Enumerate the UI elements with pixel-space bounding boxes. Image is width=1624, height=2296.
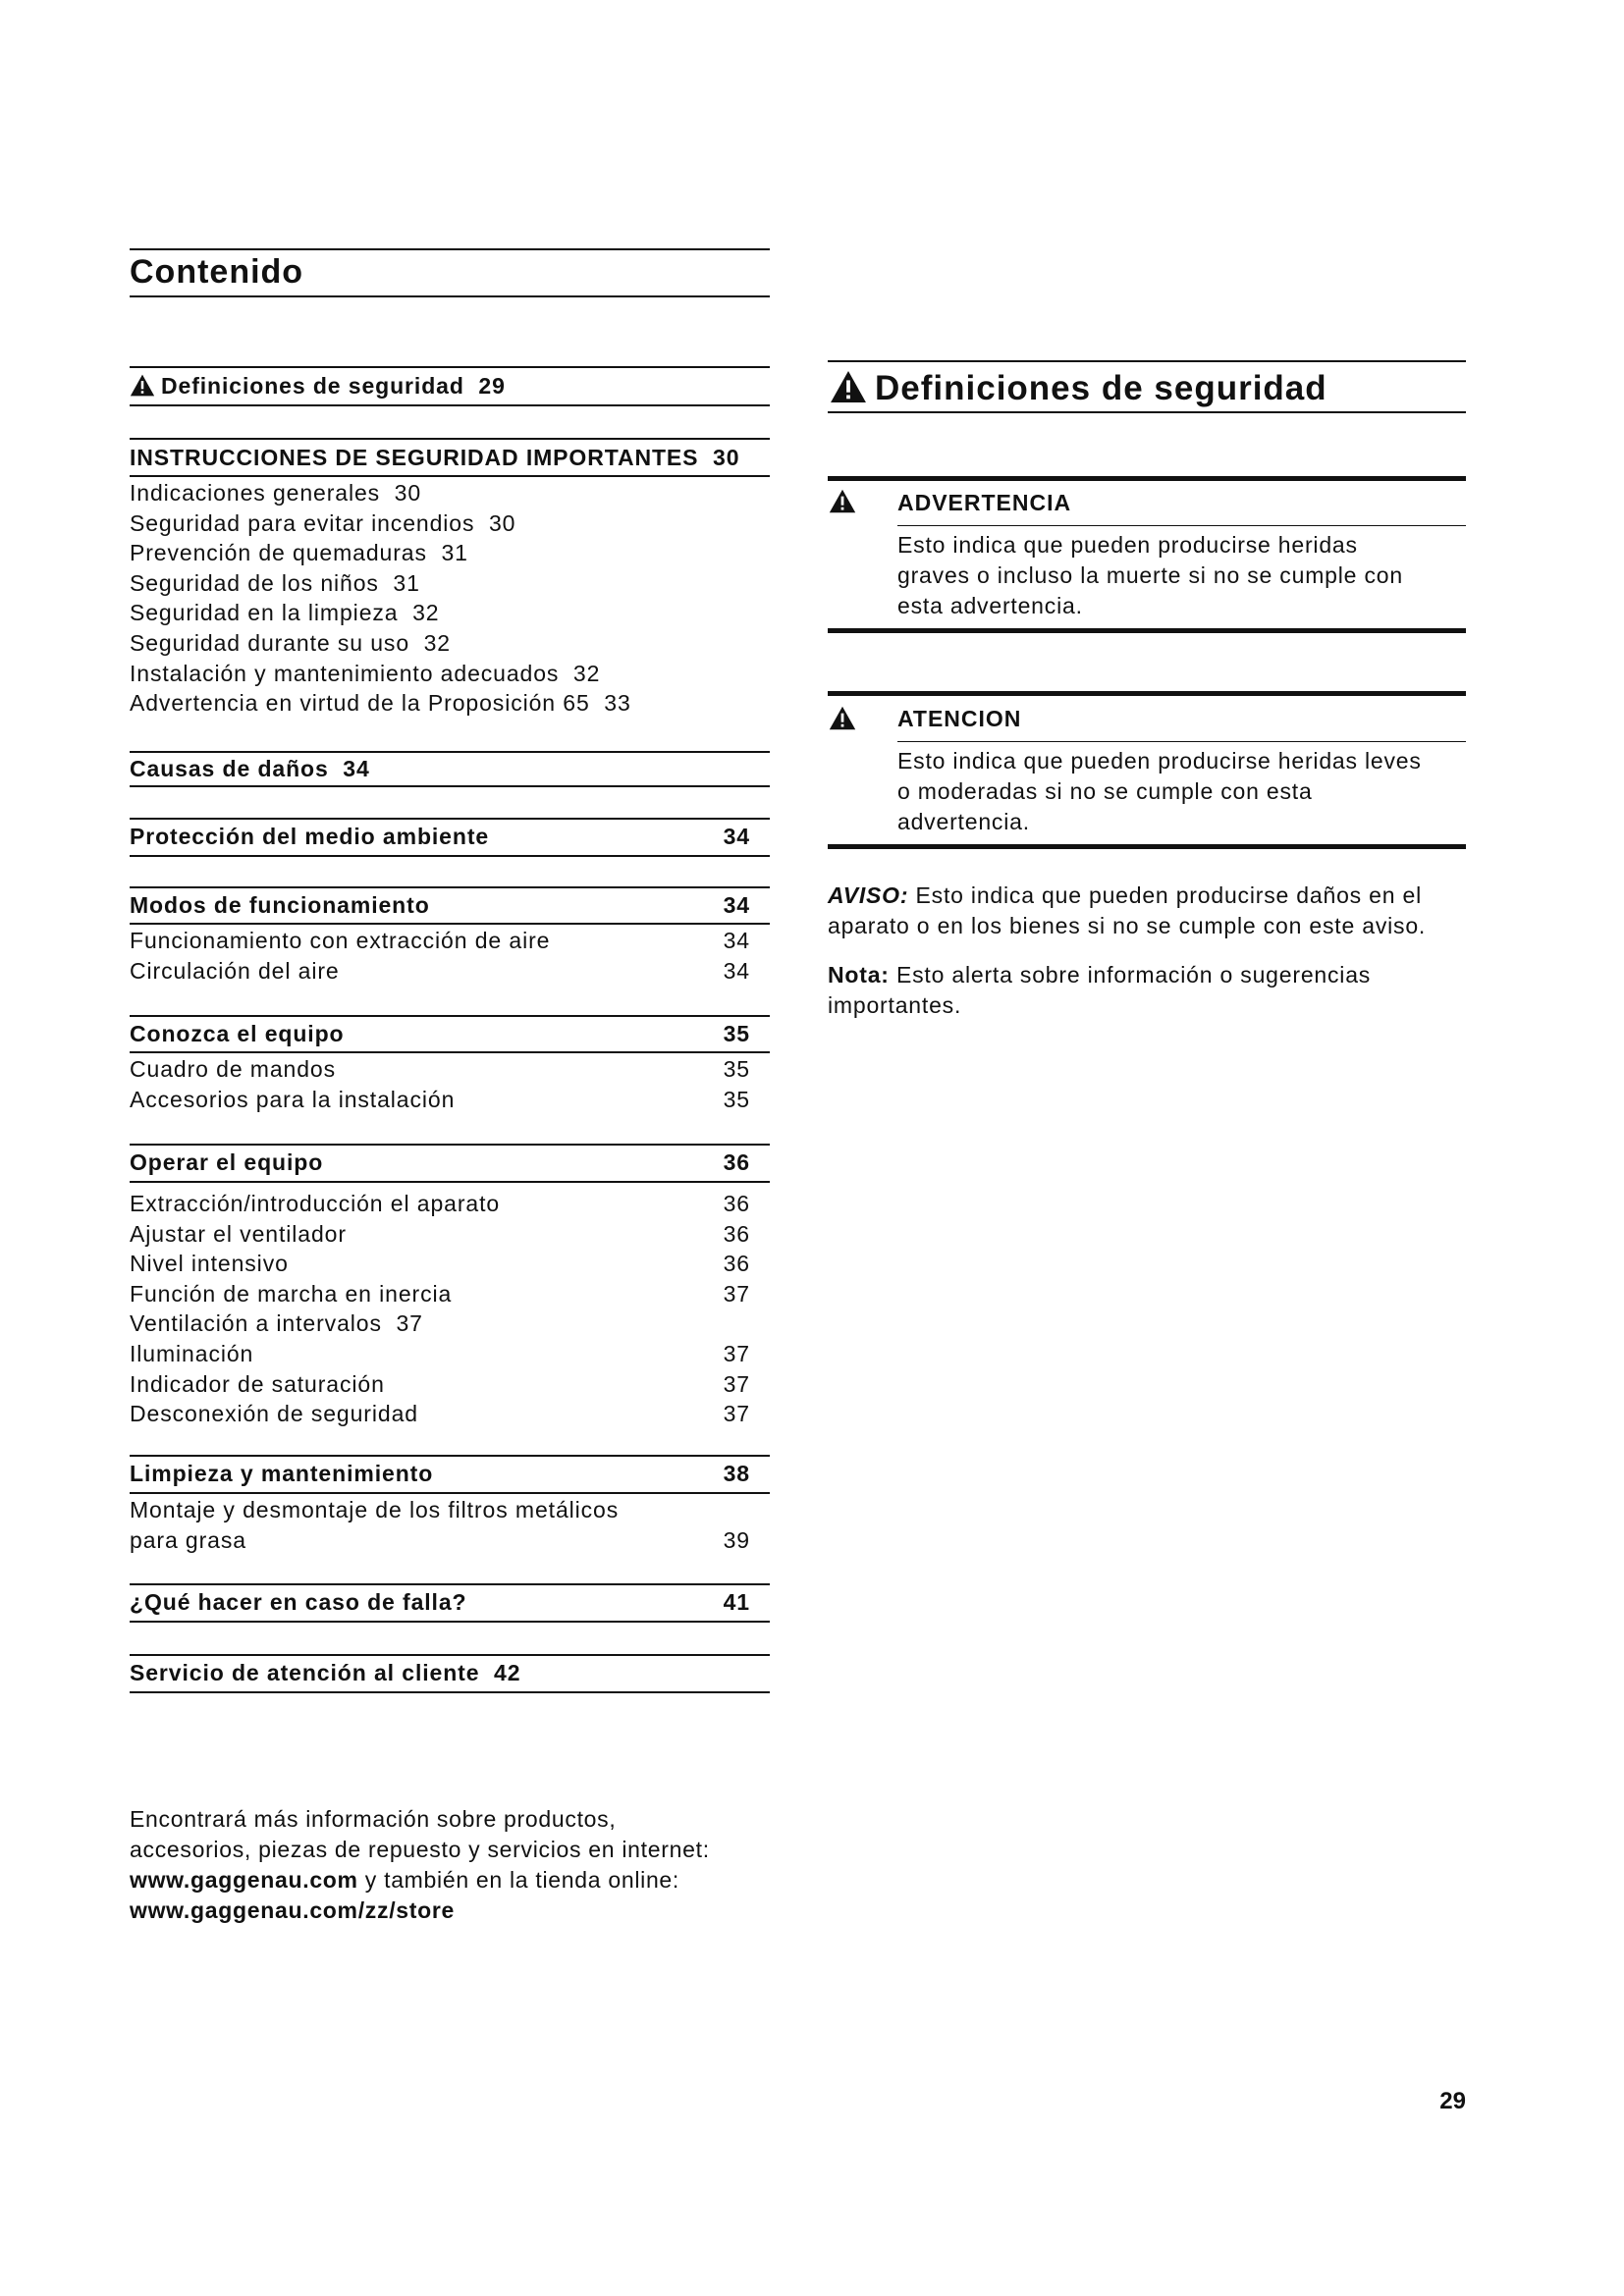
toc-entry-page: 30: [474, 509, 516, 536]
toc-title-rule-bottom: [130, 295, 770, 297]
toc-item-instalacion-y-mantenimiento-adecuados[interactable]: [130, 659, 750, 688]
caution-block-rule-top: [828, 691, 1466, 696]
toc-entry-title-text: Limpieza y mantenimiento: [130, 1461, 434, 1486]
toc-item-funcionamiento-con-extraccion-de-aire[interactable]: [130, 926, 750, 955]
footer-info-line-2: accesorios, piezas de repuesto y servicios en internet:: [130, 1837, 710, 1862]
toc-title-rule-top: [130, 248, 770, 250]
toc-section-operar-el-equipo-rule-top: [130, 1144, 770, 1146]
toc-item-seguridad-para-evitar-incendios[interactable]: [130, 508, 750, 538]
toc-entry-title: [130, 1399, 418, 1428]
toc-entry-page: 34: [723, 892, 750, 918]
toc-entry-title-text: Funcionamiento con extracción de aire: [130, 928, 551, 953]
toc-entry-title: [130, 1525, 246, 1555]
toc-section-servicio-de-atencion-al-cliente-rule-top: [130, 1654, 770, 1656]
toc-entry-title-text: Función de marcha en inercia: [130, 1280, 453, 1307]
toc-entry-title-text: Accesorios para la instalación: [130, 1087, 456, 1112]
toc-entry-title: [130, 1054, 336, 1084]
warning-text-line-2: graves o incluso la muerte si no se cumple con: [897, 562, 1403, 588]
toc-entry-page: 36: [723, 1220, 750, 1247]
toc-section-proteccion-del-medio-ambiente-rule-top: [130, 818, 770, 820]
toc-entry-title-text: Seguridad para evitar incendios: [130, 509, 475, 536]
warning-text-line-1: Esto indica que pueden producirse heridas: [897, 532, 1358, 558]
toc-entry-title: [130, 1085, 455, 1114]
toc-entry-title-text: Advertencia en virtud de la Proposición 65: [130, 690, 590, 717]
toc-entry-title: [130, 1587, 466, 1617]
safety-heading-text: Definiciones de seguridad: [875, 369, 1327, 407]
toc-entry-page: 41: [723, 1589, 750, 1615]
toc-entry-page: 29: [463, 373, 506, 399]
toc-entry-title-text: Extracción/introducción el aparato: [130, 1191, 501, 1216]
gaggenau-store-link[interactable]: www.gaggenau.com/zz/store: [130, 1897, 456, 1923]
toc-entry-title: [130, 956, 340, 986]
caution-text-line-3: advertencia.: [897, 809, 1030, 834]
toc-item-ventilacion-a-intervalos[interactable]: [130, 1308, 750, 1338]
toc-entry-page: 39: [723, 1527, 750, 1553]
toc-section-causas-de-danos[interactable]: [130, 754, 750, 783]
toc-entry-title-text: Conozca el equipo: [130, 1021, 345, 1046]
toc-section-definiciones-de-seguridad[interactable]: [130, 371, 750, 400]
toc-entry-title: [130, 1189, 500, 1218]
toc-section-causas-de-danos-rule-bottom: [130, 785, 770, 787]
warning-icon: [829, 489, 856, 513]
toc-entry-page: 30: [698, 445, 740, 470]
toc-section-causas-de-danos-rule-top: [130, 751, 770, 753]
toc-item-para-grasa[interactable]: [130, 1525, 750, 1555]
toc-entry-page: 36: [723, 1191, 750, 1216]
toc-entry-title: [130, 659, 600, 688]
toc-entry-page: 30: [380, 480, 422, 506]
toc-item-extraccion-introduccion-el-aparato[interactable]: [130, 1189, 750, 1218]
toc-entry-title-text: Seguridad de los niños: [130, 569, 379, 596]
toc-section-que-hacer-en-caso-de-falla-rule-bottom: [130, 1621, 770, 1623]
toc-section-instrucciones-de-seguridad-importantes-rule-bottom: [130, 475, 770, 477]
toc-entry-title: [130, 478, 421, 507]
toc-entry-title: [130, 598, 439, 627]
toc-item-cuadro-de-mandos[interactable]: [130, 1054, 750, 1084]
toc-entry-title-text: Definiciones de seguridad: [161, 373, 464, 399]
notice-line-2: aparato o en los bienes si no se cumple con este aviso.: [828, 913, 1427, 938]
toc-section-conozca-el-equipo-rule-bottom: [130, 1051, 770, 1053]
notice-line-1: [828, 881, 1476, 911]
caution-text-line-2: o moderadas si no se cumple con esta: [897, 778, 1313, 804]
toc-entry-page: 32: [409, 630, 451, 656]
toc-entry-title: [130, 754, 370, 783]
toc-item-seguridad-de-los-ninos[interactable]: [130, 568, 750, 598]
toc-entry-page: 37: [723, 1341, 750, 1366]
warning-text: [897, 530, 1477, 621]
toc-section-proteccion-del-medio-ambiente-rule-bottom: [130, 855, 770, 857]
toc-entry-title-text: Ventilación a intervalos: [130, 1310, 382, 1337]
toc-section-conozca-el-equipo-rule-top: [130, 1015, 770, 1017]
note-line-2: importantes.: [828, 992, 962, 1018]
warning-icon: [130, 374, 155, 397]
toc-entry-page: 34: [723, 958, 750, 984]
page-number: 29: [1439, 2088, 1466, 2114]
toc-entry-title: [130, 1658, 520, 1687]
toc-entry-title: [130, 822, 489, 851]
toc-item-seguridad-en-la-limpieza[interactable]: [130, 598, 750, 627]
toc-entry-page: 33: [589, 690, 631, 717]
toc-section-modos-de-funcionamiento-rule-top: [130, 886, 770, 888]
toc-entry-page: 37: [723, 1280, 750, 1307]
note-line-1: [828, 960, 1476, 990]
toc-entry-title-text: Servicio de atención al cliente: [130, 1660, 480, 1685]
toc-section-operar-el-equipo-rule-bottom: [130, 1181, 770, 1183]
notice-paragraph: [828, 881, 1476, 941]
toc-section-que-hacer-en-caso-de-falla-rule-top: [130, 1583, 770, 1585]
toc-entry-title-text: Operar el equipo: [130, 1149, 324, 1175]
toc-entry-page: 31: [426, 540, 468, 566]
warning-label-rule: [897, 525, 1466, 526]
toc-entry-title: [130, 1279, 452, 1308]
toc-entry-title-text: Causas de daños: [130, 756, 329, 781]
toc-section-modos-de-funcionamiento[interactable]: [130, 890, 750, 920]
footer-info-line-3-rest: y también en la tienda online:: [357, 1867, 680, 1893]
toc-entry-title: [130, 890, 430, 920]
toc-entry-title: [130, 568, 420, 598]
toc-entry-title: [130, 1219, 347, 1249]
toc-entry-title-text: INSTRUCCIONES DE SEGURIDAD IMPORTANTES: [130, 445, 699, 470]
toc-entry-page: 35: [723, 1056, 750, 1082]
note-paragraph: [828, 960, 1476, 1021]
notice-line-1-rest: Esto indica que pueden producirse daños en el: [908, 882, 1423, 908]
toc-item-circulacion-del-aire[interactable]: [130, 956, 750, 986]
toc-entry-title: [130, 1308, 423, 1338]
toc-entry-title: [130, 443, 739, 472]
caution-text: [897, 746, 1477, 837]
toc-title: Contenido: [130, 253, 304, 291]
toc-section-servicio-de-atencion-al-cliente-rule-bottom: [130, 1691, 770, 1693]
toc-entry-title: [130, 538, 468, 567]
toc-entry-title: [130, 1249, 289, 1278]
toc-section-definiciones-de-seguridad-rule-bottom: [130, 404, 770, 406]
toc-item-indicador-de-saturacion[interactable]: [130, 1369, 750, 1399]
toc-entry-title-text: Iluminación: [130, 1341, 254, 1366]
warning-block-rule-top: [828, 476, 1466, 481]
toc-item-prevencion-de-quemaduras[interactable]: [130, 538, 750, 567]
safety-heading: [830, 369, 1327, 408]
toc-entry-title: [130, 1459, 433, 1488]
toc-entry-title: [130, 1019, 344, 1048]
toc-section-conozca-el-equipo[interactable]: [130, 1019, 750, 1048]
toc-entry-page: 34: [723, 928, 750, 953]
toc-item-funcion-de-marcha-en-inercia[interactable]: [130, 1279, 750, 1308]
toc-section-limpieza-y-mantenimiento[interactable]: [130, 1459, 750, 1488]
toc-section-limpieza-y-mantenimiento-rule-bottom: [130, 1492, 770, 1494]
warning-text-line-3: esta advertencia.: [897, 593, 1083, 618]
toc-entry-title-text: para grasa: [130, 1527, 246, 1553]
toc-entry-page: 37: [381, 1310, 423, 1337]
toc-entry-title: [130, 508, 515, 538]
caution-block-rule-bottom: [828, 844, 1466, 849]
note-line-1-rest: Esto alerta sobre información o sugerencias: [889, 962, 1372, 988]
safety-heading-rule-bottom: [828, 411, 1466, 413]
footer-info-line-3: [130, 1865, 778, 1896]
toc-entry-title: [130, 1369, 385, 1399]
toc-entry-page: 37: [723, 1370, 750, 1397]
toc-entry-page: 38: [723, 1461, 750, 1486]
warning-label: ADVERTENCIA: [897, 490, 1072, 515]
toc-entry-title-text: Desconexión de seguridad: [130, 1401, 418, 1427]
toc-section-servicio-de-atencion-al-cliente[interactable]: [130, 1658, 750, 1687]
toc-item-desconexion-de-seguridad[interactable]: [130, 1399, 750, 1428]
toc-entry-title-text: Modos de funcionamiento: [130, 892, 430, 918]
toc-entry-title: [130, 1339, 253, 1368]
toc-entry-title-text: Seguridad durante su uso: [130, 630, 410, 656]
toc-entry-title: [130, 1148, 323, 1177]
footer-info: [130, 1804, 778, 1926]
caution-text-line-1: Esto indica que pueden producirse heridas leves: [897, 748, 1422, 774]
toc-item-indicaciones-generales[interactable]: [130, 478, 750, 507]
toc-section-operar-el-equipo[interactable]: [130, 1148, 750, 1177]
toc-entry-title: [130, 688, 631, 718]
toc-entry-title-text: Protección del medio ambiente: [130, 824, 490, 849]
warning-block-rule-bottom: [828, 628, 1466, 633]
toc-item-advertencia-en-virtud-de-la-proposicion-65[interactable]: [130, 688, 750, 718]
toc-section-modos-de-funcionamiento-rule-bottom: [130, 923, 770, 925]
toc-entry-page: 32: [398, 600, 440, 626]
toc-entry-title-text: Seguridad en la limpieza: [130, 600, 399, 626]
caution-label-rule: [897, 741, 1466, 742]
toc-item-montaje-y-desmontaje-de-los-filtros-metalicos[interactable]: [130, 1495, 750, 1524]
toc-entry-title: [130, 628, 451, 658]
toc-entry-page: 36: [723, 1149, 750, 1175]
toc-entry-page: 32: [559, 660, 601, 686]
toc-item-ajustar-el-ventilador[interactable]: [130, 1219, 750, 1249]
toc-section-limpieza-y-mantenimiento-rule-top: [130, 1455, 770, 1457]
toc-entry-title-text: Nivel intensivo: [130, 1251, 289, 1277]
toc-entry-title-text: Montaje y desmontaje de los filtros metálicos: [130, 1497, 620, 1522]
toc-entry-page: 34: [328, 756, 370, 781]
notice-label: AVISO:: [828, 882, 909, 908]
note-label: Nota:: [828, 962, 890, 988]
footer-info-line-1: Encontrará más información sobre productos,: [130, 1806, 617, 1832]
toc-entry-page: 37: [723, 1401, 750, 1427]
toc-item-nivel-intensivo[interactable]: [130, 1249, 750, 1278]
toc-section-que-hacer-en-caso-de-falla[interactable]: [130, 1587, 750, 1617]
toc-entry-title-text: Cuadro de mandos: [130, 1056, 337, 1082]
toc-section-instrucciones-de-seguridad-importantes[interactable]: [130, 443, 750, 472]
toc-entry-title-text: Prevención de quemaduras: [130, 540, 427, 566]
toc-entry-page: 34: [723, 824, 750, 849]
warning-icon: [830, 370, 867, 403]
toc-entry-page: 42: [479, 1660, 521, 1685]
toc-entry-title-text: Indicaciones generales: [130, 480, 381, 506]
toc-entry-page: 35: [723, 1087, 750, 1112]
caution-icon: [829, 706, 856, 730]
toc-entry-title-text: Ajustar el ventilador: [130, 1220, 347, 1247]
toc-section-proteccion-del-medio-ambiente[interactable]: [130, 822, 750, 851]
toc-entry-title: [130, 1495, 619, 1524]
toc-entry-page: 35: [723, 1021, 750, 1046]
toc-entry-page: 31: [378, 569, 420, 596]
toc-item-accesorios-para-la-instalacion[interactable]: [130, 1085, 750, 1114]
toc-item-seguridad-durante-su-uso[interactable]: [130, 628, 750, 658]
toc-entry-title-text: Circulación del aire: [130, 958, 340, 984]
toc-entry-title-text: Indicador de saturación: [130, 1370, 385, 1397]
toc-entry-page: 36: [723, 1251, 750, 1277]
toc-entry-title: [130, 926, 550, 955]
toc-item-iluminacion[interactable]: [130, 1339, 750, 1368]
toc-entry-title-text: ¿Qué hacer en caso de falla?: [130, 1589, 467, 1615]
toc-entry-title: [130, 371, 506, 400]
toc-section-instrucciones-de-seguridad-importantes-rule-top: [130, 438, 770, 440]
toc-section-definiciones-de-seguridad-rule-top: [130, 366, 770, 368]
gaggenau-link[interactable]: www.gaggenau.com: [130, 1867, 358, 1893]
toc-entry-title-text: Instalación y mantenimiento adecuados: [130, 660, 560, 686]
safety-heading-rule-top: [828, 360, 1466, 362]
caution-label: ATENCION: [897, 706, 1022, 731]
